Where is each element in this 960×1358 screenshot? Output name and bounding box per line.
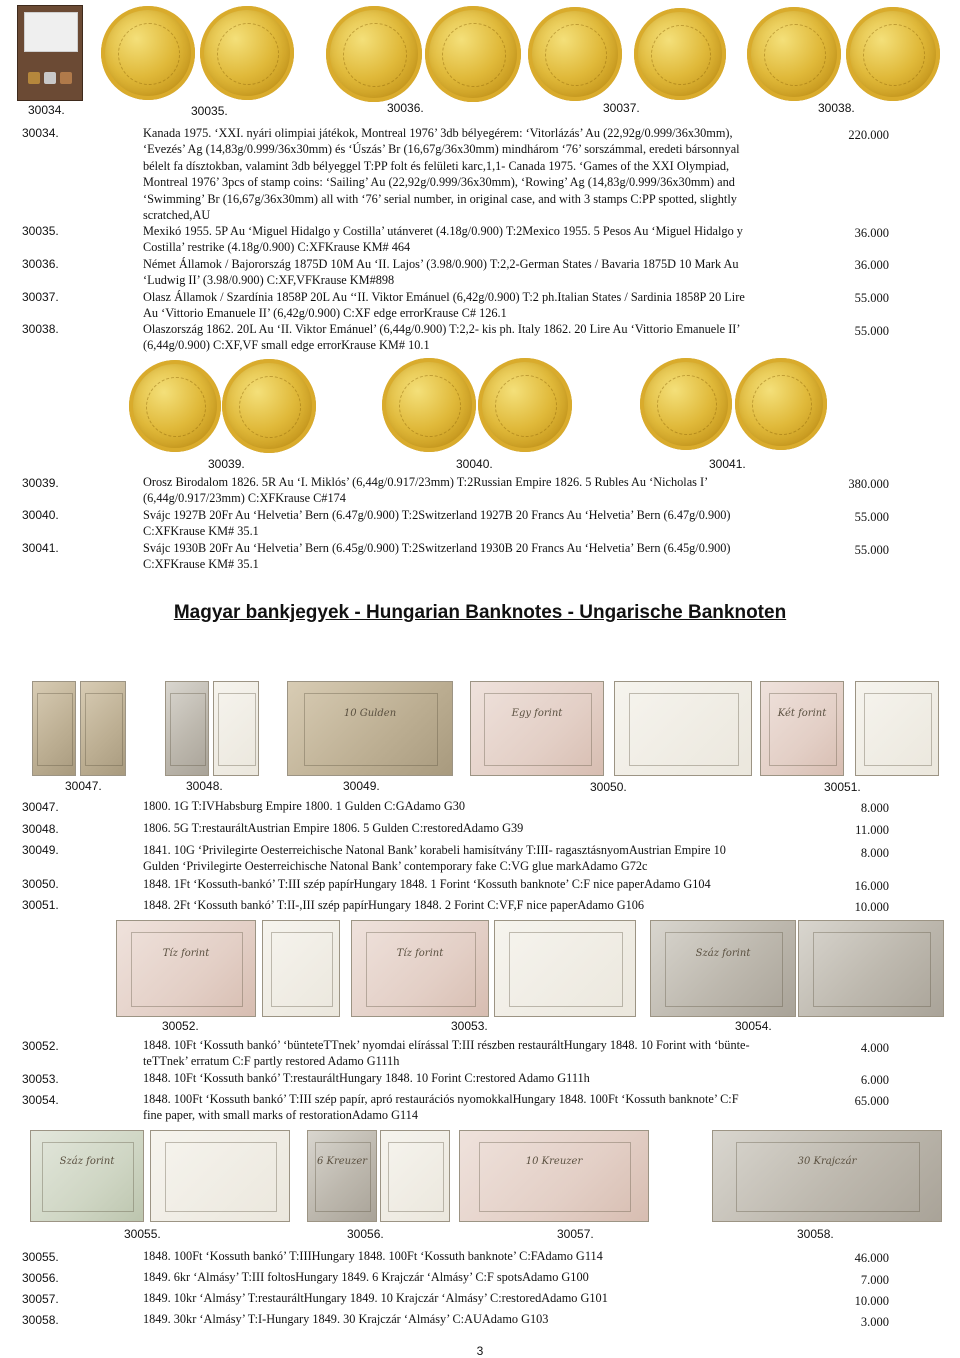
lot-description: 1848. 100Ft ‘Kossuth bankó’ T:III szép papír, apró restaurációs nyomokkalHungary 1848. 100Ft ‘Kossuth banknote’ C:F fine paper, with small marks of restorationAdamo G114 bbox=[143, 1092, 739, 1123]
lot-price: 3.000 bbox=[860, 1315, 889, 1329]
banknote-image bbox=[116, 920, 256, 1017]
image-caption: 30054. bbox=[735, 1019, 772, 1033]
lot-price: 380.000 bbox=[848, 477, 889, 491]
coin-image bbox=[735, 358, 827, 450]
banknote-image bbox=[380, 1130, 450, 1222]
banknote-label: 6 Kreuzer bbox=[316, 1156, 368, 1168]
coin-image bbox=[528, 7, 622, 101]
image-caption: 30040. bbox=[456, 457, 493, 471]
lot-price: 11.000 bbox=[855, 823, 889, 837]
lot-price: 55.000 bbox=[854, 543, 889, 557]
banknote-image bbox=[307, 1130, 377, 1222]
lot-number: 30039. bbox=[22, 476, 59, 490]
case-coin-gold bbox=[28, 72, 40, 84]
lot-price: 10.000 bbox=[854, 1294, 889, 1308]
banknote-label: 10 Kreuzer bbox=[525, 1156, 583, 1168]
lot-description: Svájc 1927B 20Fr Au ‘Helvetia’ Bern (6.47g/0.900) T:2Switzerland 1927B 20 Francs Au ‘Helvetia’ Bern (6.47g/0.900) C:XFKrause KM# 35.1 bbox=[143, 508, 731, 539]
lot-number: 30053. bbox=[22, 1072, 59, 1086]
lot-number: 30054. bbox=[22, 1093, 59, 1107]
image-caption: 30047. bbox=[65, 779, 102, 793]
banknote-label: Egy forint bbox=[511, 708, 563, 720]
lot-price: 36.000 bbox=[854, 226, 889, 240]
image-caption: 30034. bbox=[28, 103, 65, 117]
lot-number: 30047. bbox=[22, 800, 59, 814]
coin-case-image bbox=[17, 5, 83, 101]
lot-description: 1849. 10kr ‘Almásy’ T:restauráltHungary 1849. 10 Krajczár ‘Almásy’ C:restoredAdamo G101 bbox=[143, 1291, 608, 1305]
banknote-image bbox=[351, 920, 489, 1017]
section-heading: Magyar bankjegyek - Hungarian Banknotes - Ungarische Banknoten bbox=[173, 602, 787, 623]
case-coin-bronze bbox=[60, 72, 72, 84]
image-caption: 30053. bbox=[451, 1019, 488, 1033]
lot-number: 30050. bbox=[22, 877, 59, 891]
coin-image bbox=[425, 6, 521, 102]
lot-description: Kanada 1975. ‘XXI. nyári olimpiai játékok, Montreal 1976’ 3db bélyegérem: ‘Vitorlázás’ Au (22,92g/0.999/36x30mm), ‘Evezés’ Ag (14,83g/0.999/36x30mm) és ‘Úszás’ Br (16,67g/36x30mm) mindhárom ‘76’ sorszámmal, eredeti bársonnyal bélelt fa dísztokban, valamint 3db bélyeggel T:PP folt és felületi karc,1,1- Canada 1975. ‘Games of the XXI Olympiad, Montreal 1976’ 3pcs of stamp coins: ‘Sailing’ Au (22,92g/0.999/36x30mm), ‘Rowing’ Ag (14,83g/0.999/36x30mm) and ‘Swimming’ Br (16,67g/36x30mm) all with ‘76’ serial number, in original case, and with 3 stamps C:PP spotted, slightly scratched,AU bbox=[143, 126, 740, 223]
lot-description: Orosz Birodalom 1826. 5R Au ‘I. Miklós’ (6,44g/0.917/23mm) T:2Russian Empire 1826. 5 Rubles Au ‘Nicholas I’ (6,44g/0.917/23mm) C:XFKrause C#174 bbox=[143, 475, 709, 506]
coin-image bbox=[382, 358, 476, 452]
banknote-image bbox=[614, 681, 752, 776]
image-caption: 30052. bbox=[162, 1019, 199, 1033]
lot-description: 1848. 2Ft ‘Kossuth bankó’ T:II-,III szép papírHungary 1848. 2 Forint C:VF,F nice paperAdamo G106 bbox=[143, 898, 645, 912]
lot-price: 6.000 bbox=[860, 1073, 889, 1087]
lot-description: Olaszország 1862. 20L Au ‘II. Viktor Emánuel’ (6,44g/0.900) T:2,2- kis ph. Italy 1862. 20 Lire Au ‘Vittorio Emanuele II’ (6,44g/0.900) C:XF,VF small edge errorKrause KM# 10.1 bbox=[143, 322, 741, 353]
lot-description: Német Államok / Bajorország 1875D 10M Au ‘II. Lajos’ (3.98/0.900) T:2,2-German States / Bavaria 1875D 10 Mark Au ‘Ludwig II’ (3.98/0.900) C:XF,VFKrause KM#898 bbox=[143, 257, 739, 288]
banknote-image bbox=[213, 681, 259, 776]
lot-description: 1806. 5G T:restauráltAustrian Empire 1806. 5 Gulden C:restoredAdamo G39 bbox=[143, 821, 524, 835]
lot-price: 10.000 bbox=[854, 900, 889, 914]
case-coin-silver bbox=[44, 72, 56, 84]
banknote-label: Száz forint bbox=[695, 947, 751, 959]
banknote-image bbox=[80, 681, 126, 776]
image-caption: 30055. bbox=[124, 1227, 161, 1241]
image-caption: 30036. bbox=[387, 101, 424, 115]
lot-description: 1848. 10Ft ‘Kossuth bankó’ ‘bünteteTTnek’ nyomdai elírással T:III részben restauráltHungary 1848. 10 Forint with ‘bünte- teTTnek’ erratum C:F partly restored Adamo G111h bbox=[143, 1038, 750, 1069]
lot-description: 1848. 1Ft ‘Kossuth-bankó’ T:III szép papírHungary 1848. 1 Forint ‘Kossuth banknote’ C:F nice paperAdamo G104 bbox=[143, 877, 711, 891]
banknote-image bbox=[650, 920, 796, 1017]
lot-number: 30049. bbox=[22, 843, 59, 857]
banknote-image bbox=[760, 681, 844, 776]
lot-price: 55.000 bbox=[854, 291, 889, 305]
banknote-image bbox=[470, 681, 604, 776]
image-caption: 30038. bbox=[818, 101, 855, 115]
banknote-label: 10 Gulden bbox=[343, 708, 397, 720]
lot-description: 1849. 6kr ‘Almásy’ T:III foltosHungary 1849. 6 Krajczár ‘Almásy’ C:F spotsAdamo G100 bbox=[143, 1270, 589, 1284]
coin-image bbox=[640, 358, 732, 450]
banknote-label: Két forint bbox=[777, 708, 827, 720]
case-lid bbox=[24, 12, 78, 52]
coin-image bbox=[846, 7, 940, 101]
image-caption: 30058. bbox=[797, 1227, 834, 1241]
lot-number: 30048. bbox=[22, 822, 59, 836]
lot-number: 30037. bbox=[22, 290, 59, 304]
lot-number: 30040. bbox=[22, 508, 59, 522]
lot-description: 1800. 1G T:IVHabsburg Empire 1800. 1 Gulden C:GAdamo G30 bbox=[143, 799, 466, 813]
coin-image bbox=[101, 6, 195, 100]
coin-image bbox=[747, 7, 841, 101]
lot-number: 30058. bbox=[22, 1313, 59, 1327]
lot-price: 36.000 bbox=[854, 258, 889, 272]
lot-price: 55.000 bbox=[854, 324, 889, 338]
lot-price: 55.000 bbox=[854, 510, 889, 524]
image-caption: 30039. bbox=[208, 457, 245, 471]
lot-price: 220.000 bbox=[848, 128, 889, 142]
lot-description: 1849. 30kr ‘Almásy’ T:I-Hungary 1849. 30 Krajczár ‘Almásy’ C:AUAdamo G103 bbox=[143, 1312, 549, 1326]
banknote-image bbox=[855, 681, 939, 776]
image-caption: 30048. bbox=[186, 779, 223, 793]
lot-number: 30056. bbox=[22, 1271, 59, 1285]
banknote-image bbox=[459, 1130, 649, 1222]
lot-price: 4.000 bbox=[860, 1041, 889, 1055]
image-caption: 30051. bbox=[824, 780, 861, 794]
image-caption: 30041. bbox=[709, 457, 746, 471]
lot-number: 30036. bbox=[22, 257, 59, 271]
banknote-image bbox=[262, 920, 340, 1017]
lot-number: 30041. bbox=[22, 541, 59, 555]
lot-price: 8.000 bbox=[860, 846, 889, 860]
banknote-image bbox=[165, 681, 209, 776]
lot-price: 7.000 bbox=[860, 1273, 889, 1287]
lot-number: 30038. bbox=[22, 322, 59, 336]
banknote-label: Tíz forint bbox=[396, 947, 444, 959]
coin-image bbox=[200, 6, 294, 100]
image-caption: 30049. bbox=[343, 779, 380, 793]
banknote-label: Száz forint bbox=[59, 1156, 115, 1168]
lot-description: Olasz Államok / Szardínia 1858P 20L Au ‘‘II. Viktor Emánuel (6,42g/0.900) T:2 ph.Italian States / Sardinia 1858P 20 Lire Au ‘Vittorio Emanuele II’ (6,42g/0.900) C:XF edge errorKrause C# 126.1 bbox=[143, 290, 745, 321]
banknote-image bbox=[150, 1130, 290, 1222]
banknote-image bbox=[30, 1130, 144, 1222]
lot-price: 16.000 bbox=[854, 879, 889, 893]
lot-number: 30052. bbox=[22, 1039, 59, 1053]
coin-image bbox=[326, 6, 422, 102]
coin-image bbox=[634, 8, 726, 100]
image-caption: 30050. bbox=[590, 780, 627, 794]
lot-price: 46.000 bbox=[854, 1251, 889, 1265]
lot-description: 1848. 10Ft ‘Kossuth bankó’ T:restauráltHungary 1848. 10 Forint C:restored Adamo G111h bbox=[143, 1071, 590, 1085]
banknote-image bbox=[287, 681, 453, 776]
banknote-image bbox=[494, 920, 636, 1017]
lot-price: 8.000 bbox=[860, 801, 889, 815]
lot-description: Svájc 1930B 20Fr Au ‘Helvetia’ Bern (6.45g/0.900) T:2Switzerland 1930B 20 Francs Au ‘Helvetia’ Bern (6.45g/0.900) C:XFKrause KM# 35.1 bbox=[143, 541, 731, 572]
image-caption: 30035. bbox=[191, 104, 228, 118]
lot-number: 30035. bbox=[22, 224, 59, 238]
coin-image bbox=[478, 358, 572, 452]
image-caption: 30037. bbox=[603, 101, 640, 115]
lot-number: 30057. bbox=[22, 1292, 59, 1306]
banknote-image bbox=[32, 681, 76, 776]
page-number: 3 bbox=[476, 1344, 484, 1358]
image-caption: 30056. bbox=[347, 1227, 384, 1241]
lot-description: Mexikó 1955. 5P Au ‘Miguel Hidalgo y Costilla’ utánveret (4.18g/0.900) T:2Mexico 1955. 5 Pesos Au ‘Miguel Hidalgo y Costilla’ restrike (4.18g/0.900) C:XFKrause KM# 464 bbox=[143, 224, 743, 255]
lot-price: 65.000 bbox=[854, 1094, 889, 1108]
image-caption: 30057. bbox=[557, 1227, 594, 1241]
lot-number: 30055. bbox=[22, 1250, 59, 1264]
lot-number: 30051. bbox=[22, 898, 59, 912]
banknote-image bbox=[798, 920, 944, 1017]
coin-image bbox=[222, 359, 316, 453]
banknote-image bbox=[712, 1130, 942, 1222]
banknote-label: Tíz forint bbox=[162, 947, 210, 959]
lot-description: 1841. 10G ‘Privilegirte Oesterreichische Natonal Bank’ korabeli hamisítvány T:III- ragasztásnyomAustrian Empire 10 Gulden ‘Privilegirte Oesterreichische Natonal Bank’ contemporary fake C:VG glue markAdamo G72c bbox=[143, 843, 726, 874]
lot-description: 1848. 100Ft ‘Kossuth bankó’ T:IIIHungary 1848. 100Ft ‘Kossuth banknote’ C:FAdamo G114 bbox=[143, 1249, 603, 1263]
coin-image bbox=[129, 360, 221, 452]
banknote-label: 30 Krajczár bbox=[797, 1156, 857, 1168]
lot-number: 30034. bbox=[22, 126, 59, 140]
